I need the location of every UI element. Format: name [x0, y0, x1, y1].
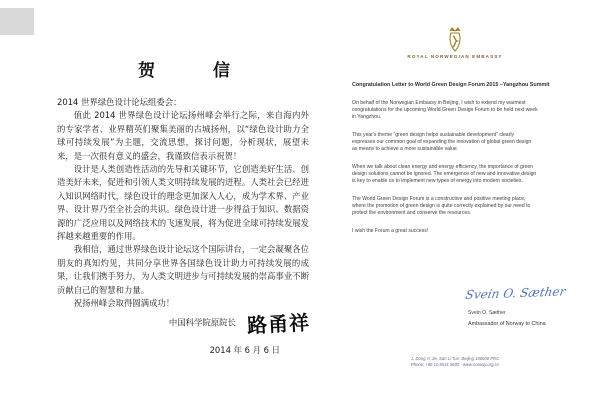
handwritten-signature: 路甬祥	[246, 310, 311, 338]
chinese-letter-page	[50, 0, 318, 400]
letter-salutation: 2014 世界绿色设计论坛组委会：	[57, 97, 182, 107]
handwritten-signature: Svein O. Sæther	[464, 284, 567, 302]
letter-date: 2014 年 6 月 6 日	[209, 345, 280, 355]
signer-name: Svein O. Sæther	[468, 310, 506, 316]
letter-paragraph: 值此 2014 世界绿色设计论坛扬州峰会举行之际，来自海内外的专家学者、业界精英们聚集美丽的古城扬州，以“绿色设计助力全球可持续发展”为主题，交流思想，探讨问题，分析现状，展望未来，是一次很有意义的盛会，我谨致信表示祝贺！	[57, 110, 309, 161]
letter-paragraph: The World Green Design Forum is a constructive and positive meeting place, where the promotion of green design is quite correctly explained by our need to protect the environment and conserve the resources.	[352, 196, 531, 216]
letter-paragraph: When we talk about clean energy and energy efficiency, the importance of green design solutions cannot be ignored. The emergence of new and innovative design is key to enable us to implement new types of energy into modern societies.	[352, 164, 537, 184]
embassy-name: ROYAL NORWEGIAN EMBASSY	[407, 54, 503, 59]
footer-contact: Phone: +86 10 8531 9600 · www.norway.org.cn	[410, 362, 500, 367]
letter-closing: I wish the Forum a great success!	[352, 228, 429, 234]
letter-body	[352, 100, 538, 246]
signer-title: 中国科学院原院长	[168, 317, 236, 328]
letter-paragraph: This year's theme "green design helps sustainable development" clearly expresses our common goal of expanding the innovation of global green design as means to achieve a more sustainable value.	[352, 132, 532, 152]
scan-artifact	[0, 8, 34, 35]
letter-paragraph: On behalf of the Norwegian Embassy in Beijing, I wish to extend my warmest congratulations for the upcoming World Green Design Forum to be held next week in Yangzhou.	[352, 100, 538, 120]
signer-title: Ambassador of Norway to China	[468, 321, 546, 327]
letter-title: 贺 信	[138, 61, 256, 81]
letter-paragraph: 设计是人类创造性活动的先导和关键环节，它创造美好生活、创造美好未来，促进和引领人类文明持续发展的进程。人类社会已经进入知识网络时代，绿色设计的理念更加深入人心，成为学术界、产业界、设计界乃至全社会的共识。绿色设计进一步得益于知识、数据资源的广泛应用以及网络技术的飞速发展，将为促进全球可持续发展发挥越来越重要的作用。	[57, 164, 309, 242]
letter-paragraph: 我相信，通过世界绿色设计论坛这个国际讲台，一定会凝聚各位朋友的真知灼见，共同分享世界各国绿色设计助力可持续发展的成果，让我们携手努力，为人类文明进步与可持续发展的崇高事业不断贡献自己的智慧和力量。	[57, 244, 309, 295]
letterhead-footer	[340, 356, 570, 368]
letter-paragraph: 祝扬州峰会取得圆满成功！	[73, 298, 175, 309]
english-letter-page	[340, 0, 570, 400]
footer-address: 1, Dong Yi Jie, San Li Tun, Beijing 100600 PRC	[410, 356, 500, 361]
letter-body	[57, 96, 309, 311]
letter-heading: Congratulation Letter to World Green Design Forum 2015 –Yangzhou Summit	[352, 82, 550, 88]
signature-row	[50, 308, 310, 337]
